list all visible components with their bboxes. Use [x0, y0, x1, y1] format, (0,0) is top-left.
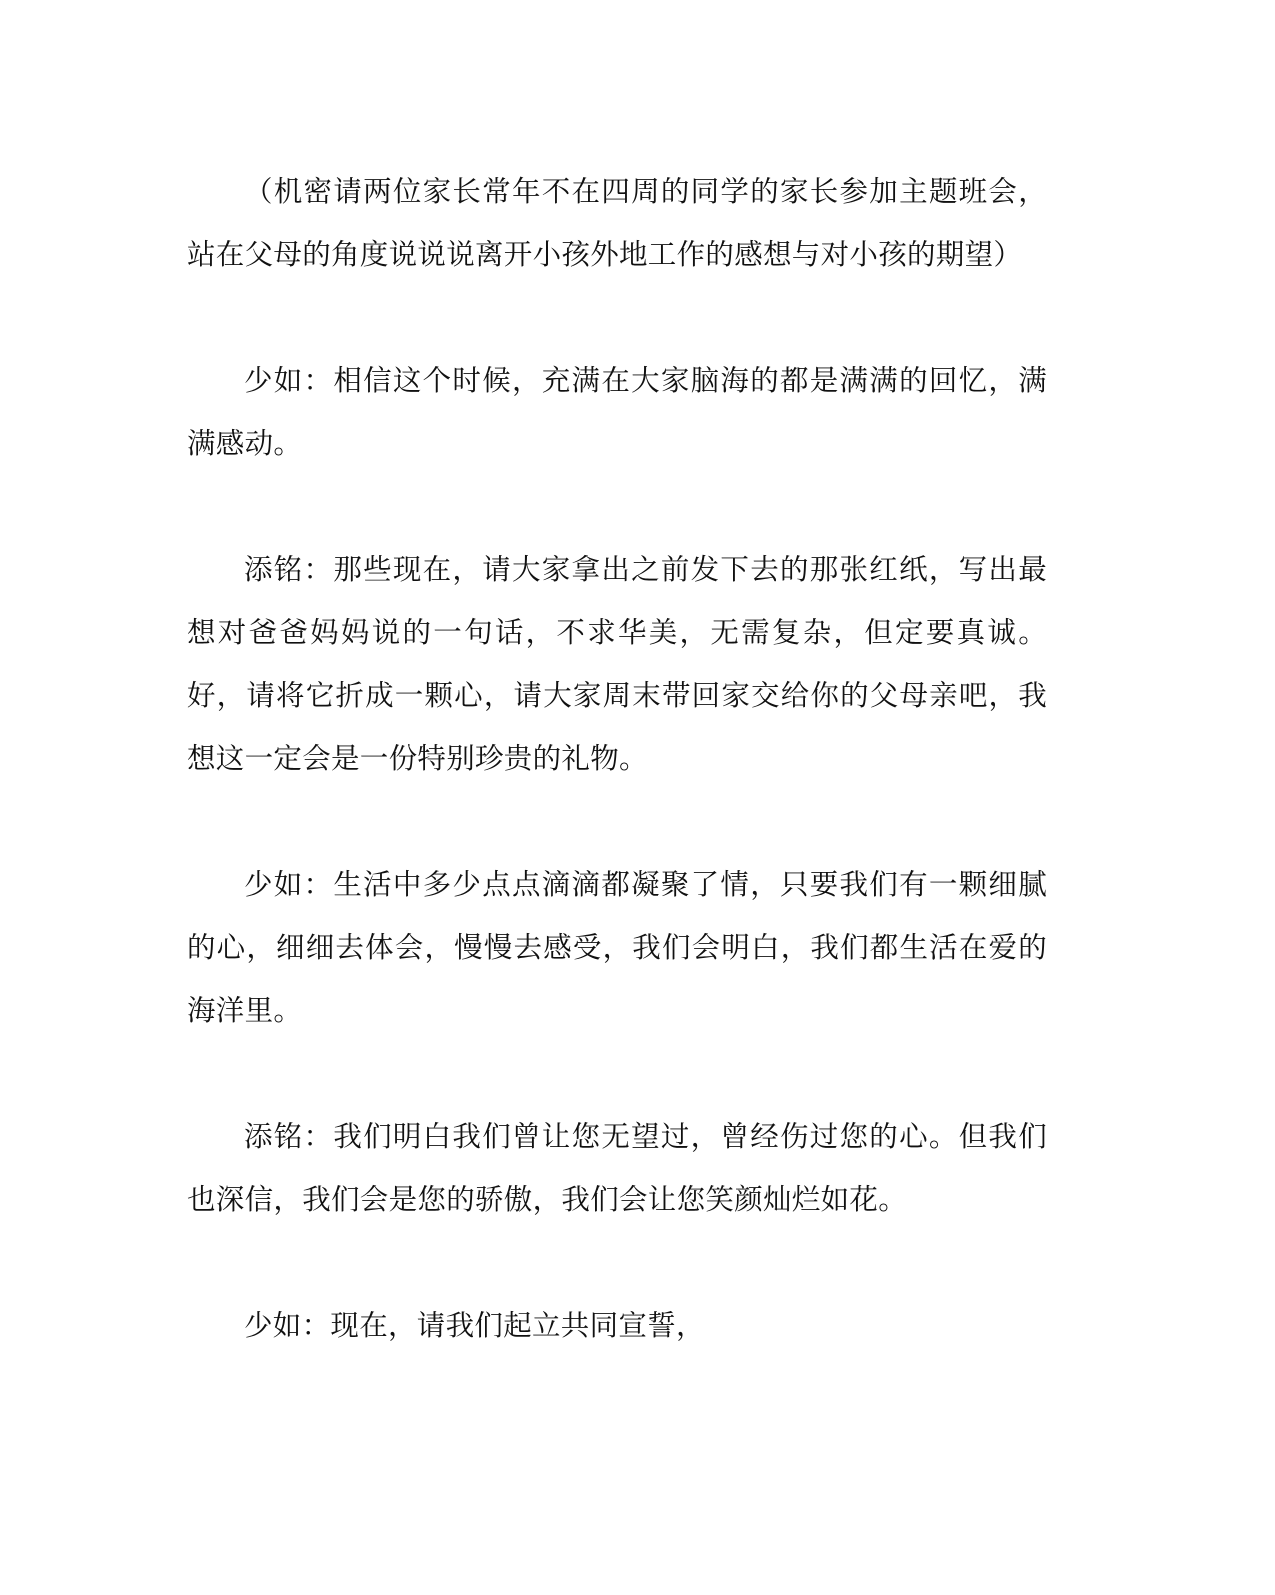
- paragraph-shaoru-oath: 少如：现在，请我们起立共同宣誓，: [244, 1309, 705, 1342]
- paragraph-spacer: [187, 790, 1047, 853]
- paragraph-parent-invitation: （机密请两位家长常年不在四周的同学的家长参加主题班会，站在父母的角度说说说离开小孩外地工作的感想与对小孩的期望）: [187, 175, 1047, 271]
- paragraph-spacer: [187, 475, 1047, 538]
- paragraph-spacer: [187, 1042, 1047, 1105]
- paragraph-shaoru-memories: 少如：相信这个时候，充满在大家脑海的都是满满的回忆，满满感动。: [187, 364, 1047, 460]
- paragraph-shaoru-love-ocean: 少如：生活中多少点点滴滴都凝聚了情，只要我们有一颗细腻的心，细细去体会，慢慢去感受，我们会明白，我们都生活在爱的海洋里。: [187, 868, 1047, 1027]
- paragraph-spacer: [187, 1231, 1047, 1294]
- paragraph-tianming-red-paper: 添铭：那些现在，请大家拿出之前发下去的那张红纸，写出最想对爸爸妈妈说的一句话，不求华美，无需复杂，但定要真诚。好，请将它折成一颗心，请大家周末带回家交给你的父母亲吧，我想这一定会是一份特别珍贵的礼物。: [187, 553, 1047, 775]
- document-body: [187, 160, 1047, 1357]
- paragraph-tianming-pride: 添铭：我们明白我们曾让您无望过，曾经伤过您的心。但我们也深信，我们会是您的骄傲，我们会让您笑颜灿烂如花。: [187, 1120, 1047, 1216]
- paragraph-spacer: [187, 286, 1047, 349]
